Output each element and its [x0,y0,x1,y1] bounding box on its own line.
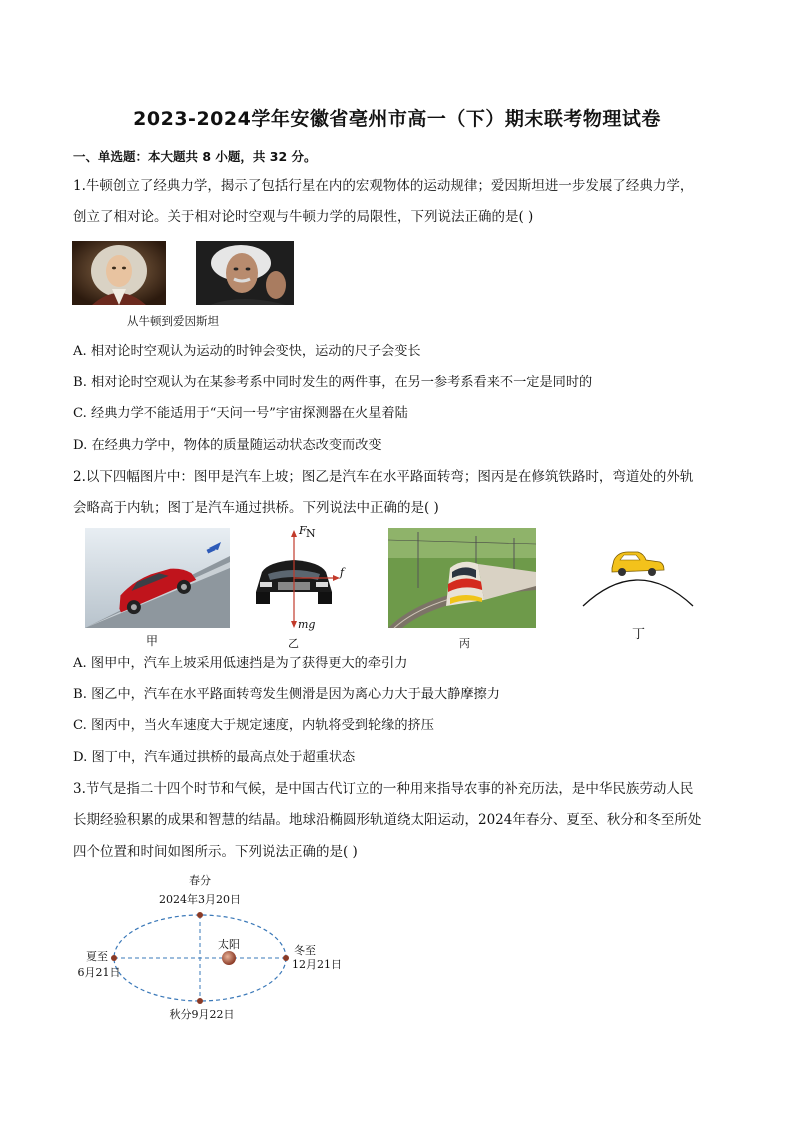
q2-option-d: D. 图丁中，汽车通过拱桥的最高点处于超重状态 [73,750,356,765]
figure-label-jia: 甲 [146,634,159,648]
winter-solstice-date: 12月21日 [292,958,342,971]
einstein-portrait [196,241,294,305]
q1-option-c: C. 经典力学不能适用于“天问一号”宇宙探测器在火星着陆 [73,406,408,421]
q2-option-a: A. 图甲中，汽车上坡采用低速挡是为了获得更大的牵引力 [73,656,408,671]
force-label-gravity: mg [298,618,316,631]
newton-portrait [72,241,166,305]
section-heading: 一、单选题：本大题共 8 小题，共 32 分。 [73,149,317,164]
winter-solstice-label: 冬至 [294,944,316,957]
force-label-normal-sub: N [306,527,316,540]
q2-stem-line2: 会略高于内轨；图丁是汽车通过拱桥。下列说法中正确的是( ) [73,500,439,516]
summer-solstice-date: 6月21日 [77,966,121,979]
earth-dot-winter [283,955,289,961]
page-title: 2023-2024学年安徽省亳州市高一（下）期末联考物理试卷 [133,108,661,130]
earth-orbit-diagram [75,870,355,1022]
earth-dot-summer [111,955,117,961]
earth-dot-autumn [197,998,203,1004]
figure-ding-arch-bridge [580,546,696,608]
q2-option-c: C. 图丙中，当火车速度大于规定速度，内轨将受到轮缘的挤压 [73,718,434,733]
figure-yi-car-forces [248,522,348,634]
autumn-equinox-label: 秋分9月22日 [169,1008,235,1021]
q1-stem-line2: 创立了相对论。关于相对论时空观与牛顿力学的局限性，下列说法正确的是( ) [73,209,534,225]
q3-stem-line1: 3.节气是指二十四个时节和气候，是中国古代订立的一种用来指导农事的补充历法，是中华民族劳动人民 [73,781,694,797]
summer-solstice-label: 夏至 [86,950,108,963]
figure-label-bing: 丙 [459,637,470,650]
q3-stem-line3: 四个位置和时间如图所示。下列说法正确的是( ) [73,844,358,860]
figure-label-ding: 丁 [632,627,646,642]
earth-dot-spring [197,912,203,918]
figure-label-yi: 乙 [288,637,299,650]
q1-option-b: B. 相对论时空观认为在某参考系中同时发生的两件事，在另一参考系看来不一定是同时的 [73,375,593,390]
q2-stem-line1: 2.以下四幅图片中：图甲是汽车上坡；图乙是汽车在水平路面转弯；图丙是在修筑铁路时，弯道处的外轨 [73,469,694,485]
q3-stem-line2: 长期经验积累的成果和智慧的结晶。地球沿椭圆形轨道绕太阳运动，2024年春分、夏至、秋分和冬至所处 [73,812,702,828]
q2-option-b: B. 图乙中，汽车在水平路面转弯发生侧滑是因为离心力大于最大静摩擦力 [73,687,500,702]
force-label-normal: F [299,524,307,537]
force-label-friction: f [340,566,345,579]
sun-dot [222,951,236,965]
q1-option-a: A. 相对论时空观认为运动的时钟会变快，运动的尺子会变长 [73,344,421,359]
q1-option-d: D. 在经典力学中，物体的质量随运动状态改变而改变 [73,438,382,453]
q1-figure-caption: 从牛顿到爱因斯坦 [127,314,219,328]
figure-jia-car-uphill [85,528,230,628]
sun-label: 太阳 [218,938,240,951]
figure-bing-train-curve [388,528,536,628]
spring-equinox-label: 春分 [189,874,211,887]
spring-equinox-date: 2024年3月20日 [159,893,241,906]
q1-stem-line1: 1.牛顿创立了经典力学，揭示了包括行星在内的宏观物体的运动规律；爱因斯坦进一步发展了经典力学， [73,178,694,194]
